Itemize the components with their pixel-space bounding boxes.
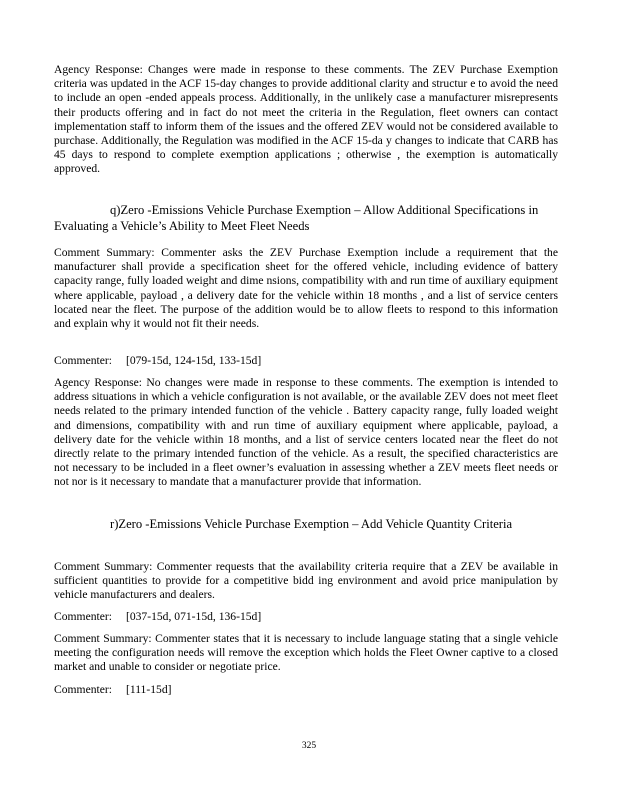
commenter-ids: [079-15d, 124-15d, 133-15d] [125,354,262,367]
section-q-heading-text: q)Zero -Emissions Vehicle Purchase Exemption – Allow Additional Specifications in Evaluating a Vehicle’s Ability to Meet Fleet Needs [54,203,539,233]
commenter-ids: [037-15d, 071-15d, 136-15d] [125,610,262,623]
commenter-label: Commenter: [54,610,112,623]
commenter-label: Commenter: [54,683,112,696]
commenter-label: Commenter: [54,354,112,367]
comment-summary-paragraph: Comment Summary: Commenter requests that the availability criteria require that a ZEV be available in sufficient quantities to provide for a competitive bidd ing environment and avoid price manipulation by vehicle manufacturers and dealers. [54,560,558,602]
commenter-line [54,683,558,697]
section-r-heading-text: r)Zero -Emissions Vehicle Purchase Exemption – Add Vehicle Quantity Criteria [110,517,513,531]
comment-summary-paragraph: Comment Summary: Commenter states that it is necessary to include language stating that a single vehicle meeting the configuration needs will remove the exception which holds the Fleet Owner captive to a closed market and unable to consider or negotiate price. [54,632,558,674]
agency-response-paragraph: Agency Response: No changes were made in response to these comments. The exemption is intended to address situations in which a vehicle configuration is not available, or the available ZEV does not meet fleet needs related to the primary intended function of the vehicle . Battery capacity range, fully loaded weight and dimensions, compatibility with and run time of auxiliary equipment where applicable, payload, a delivery date for the vehicle within 18 months, and a list of service centers located near the fleet do not directly relate to the primary intended function of the vehicle. As a result, the specified characteristics are not necessary to be included in a fleet owner’s evaluation in assessing whether a ZEV meets fleet needs or not nor is it necessary to mandate that a manufacturer provide that information. [54,376,558,489]
section-q-heading [54,203,564,234]
section-r-heading [54,517,564,533]
commenter-line [54,354,558,368]
comment-summary-paragraph: Comment Summary: Commenter asks the ZEV Purchase Exemption include a requirement that the manufacturer shall provide a specification sheet for the offered vehicle, including evidence of battery capacity range, fully loaded weight and dime nsions, compatibility with and run time of auxiliary equipment where applicable, payload , a delivery date for the vehicle within 18 months , and a list of service centers located near the fleet. The purpose of the addition would be to allow fleets to respond to this information and explain why it would not fit their needs. [54,246,558,331]
commenter-line [54,610,558,624]
agency-response-paragraph: Agency Response: Changes were made in response to these comments. The ZEV Purchase Exemption criteria was updated in the ACF 15-day changes to provide additional clarity and structur e to avoid the need to include an open -ended appeals process. Additionally, in the unlikely case a manufacturer misrepresents their products offering and in fact do not meet the criteria in the Regulation, fleet owners can contact implementation staff to inform them of the issues and the offered ZEV would not be considered available to purchase. Additionally, the Regulation was modified in the ACF 15-da y changes to indicate that CARB has 45 days to respond to complete exemption applications ; otherwise , the exemption is automatically approved. [54,63,558,176]
page-number: 325 [301,741,317,751]
commenter-ids: [111-15d] [125,683,172,696]
